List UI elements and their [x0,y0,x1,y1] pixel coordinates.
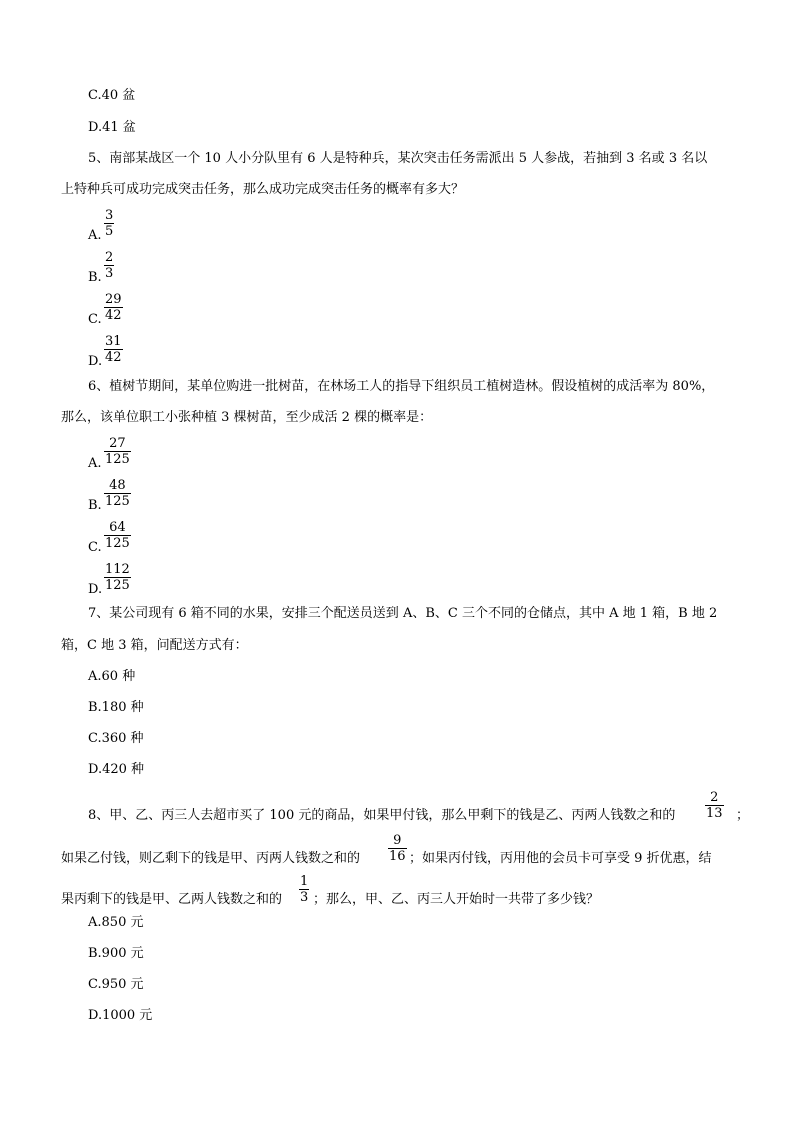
option-label: D. [88,354,103,369]
q7-stem-line1: 7、某公司现有 6 箱不同的水果，安排三个配送员送到 A、B、C 三个不同的仓储点，其中 A 地 1 箱，B 地 2 [88,606,718,621]
q8-line1-end: ； [736,808,750,823]
q6-stem-line1: 6、植树节期间，某单位购进一批树苗，在林场工人的指导下组织员工植树造林。假设植树的成活率为 80%， [88,379,715,394]
q8-option-d: D.1000 元 [88,1008,153,1023]
q7-option-d: D.420 种 [88,762,145,777]
option-label: D. [88,582,103,597]
q7-stem-line2: 箱，C 地 3 箱，问配送方式有： [61,638,248,653]
q8-line3-end: ；那么，甲、乙、丙三人开始时一共带了多少钱？ [313,892,600,907]
option-label: A. [88,456,102,471]
option-fraction: $\frac{27}{125}$ [105,436,130,467]
q8-stem-line2: 如果乙付钱，则乙剩下的钱是甲、丙两人钱数之和的 [61,851,361,866]
option-fraction: $\frac{112}{125}$ [105,562,130,593]
q5-stem-line1: 5、南部某战区一个 10 人小分队里有 6 人是特种兵，某次突击任务需派出 5 人参战，若抽到 3 名或 3 名以 [88,151,708,166]
q8-fraction-2: $\frac{9}{16}$ [389,833,406,864]
q7-option-c: C.360 种 [88,731,144,746]
option-label: C. [88,312,102,327]
option-fraction: $\frac{3}{5}$ [105,208,114,239]
q8-option-b: B.900 元 [88,946,144,961]
option-fraction: $\frac{29}{42}$ [105,292,122,323]
q8-stem-line3: 果丙剩下的钱是甲、乙两人钱数之和的 [61,892,283,907]
option-fraction: $\frac{31}{42}$ [105,334,122,365]
q8-stem-line1: 8、甲、乙、丙三人去超市买了 100 元的商品，如果甲付钱，那么甲剩下的钱是乙、丙两人钱数之和的 [88,808,676,823]
q8-line2-end: ；如果丙付钱，丙用他的会员卡可享受 9 折优惠，结 [409,851,712,866]
option-label: B. [88,270,102,285]
option-label: B. [88,498,102,513]
q8-option-c: C.950 元 [88,977,144,992]
q4-option-d: D.41 盆 [88,120,136,135]
q6-stem-line2: 那么，该单位职工小张种植 3 棵树苗，至少成活 2 棵的概率是： [61,410,433,425]
q8-fraction-1: $\frac{2}{13}$ [706,790,723,821]
q8-option-a: A.850 元 [88,915,144,930]
q8-fraction-3: $\frac{1}{3}$ [300,874,309,905]
option-label: C. [88,540,102,555]
q7-option-a: A.60 种 [88,669,136,684]
option-label: A. [88,228,102,243]
option-fraction: $\frac{64}{125}$ [105,520,130,551]
option-fraction: $\frac{48}{125}$ [105,478,130,509]
option-fraction: $\frac{2}{3}$ [105,250,114,281]
q4-option-c: C.40 盆 [88,88,136,103]
q5-stem-line2: 上特种兵可成功完成突击任务，那么成功完成突击任务的概率有多大？ [61,182,465,197]
q7-option-b: B.180 种 [88,700,144,715]
